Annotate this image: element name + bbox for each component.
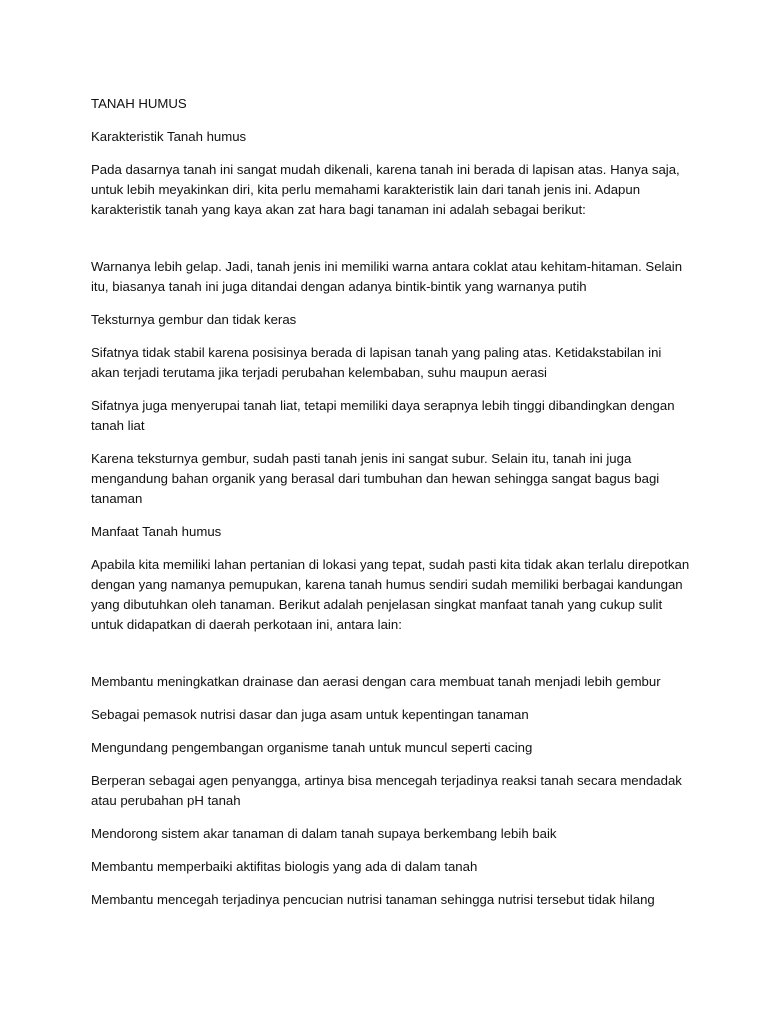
document-page (91, 94, 691, 923)
benefit-item: Sebagai pemasok nutrisi dasar dan juga asam untuk kepentingan tanaman (91, 707, 529, 722)
section-heading-karakteristik: Karakteristik Tanah humus (91, 129, 247, 144)
benefit-item: Membantu memperbaiki aktifitas biologis yang ada di dalam tanah (91, 859, 478, 874)
characteristic-item: Teksturnya gembur dan tidak keras (91, 312, 297, 327)
spacer (91, 648, 691, 672)
intro-paragraph-manfaat: Apabila kita memiliki lahan pertanian di lokasi yang tepat, sudah pasti kita tidak akan terlalu direpotkan dengan yang namanya pemupukan, karena tanah humus sendiri sudah memiliki berbagai kandungan yang dibutuhkan oleh tanaman. Berikut adalah penjelasan singkat manfaat tanah yang cukup sulit untuk didapatkan di daerah perkotaan ini, antara lain: (91, 557, 690, 632)
benefit-item: Mengundang pengembangan organisme tanah untuk muncul seperti cacing (91, 740, 533, 755)
benefit-item: Membantu meningkatkan drainase dan aerasi dengan cara membuat tanah menjadi lebih gembur (91, 674, 661, 689)
section-heading-manfaat: Manfaat Tanah humus (91, 524, 222, 539)
intro-paragraph-karakteristik: Pada dasarnya tanah ini sangat mudah dikenali, karena tanah ini berada di lapisan atas. Hanya saja, untuk lebih meyakinkan diri, kita perlu memahami karakteristik lain dari tanah jenis ini. Adapun karakteristik tanah yang kaya akan zat hara bagi tanaman ini adalah sebagai berikut: (91, 162, 680, 217)
benefit-item: Mendorong sistem akar tanaman di dalam tanah supaya berkembang lebih baik (91, 826, 557, 841)
characteristic-item: Karena teksturnya gembur, sudah pasti tanah jenis ini sangat subur. Selain itu, tanah ini juga mengandung bahan organik yang berasal dari tumbuhan dan hewan sehingga sangat bagus bagi tanaman (91, 451, 660, 506)
characteristic-item: Sifatnya juga menyerupai tanah liat, tetapi memiliki daya serapnya lebih tinggi dibandingkan dengan tanah liat (91, 398, 675, 433)
characteristic-item: Sifatnya tidak stabil karena posisinya berada di lapisan tanah yang paling atas. Ketidakstabilan ini akan terjadi terutama jika terjadi perubahan kelembaban, suhu maupun aerasi (91, 345, 662, 380)
spacer (91, 233, 691, 257)
characteristic-item: Warnanya lebih gelap. Jadi, tanah jenis ini memiliki warna antara coklat atau kehitam-hitaman. Selain itu, biasanya tanah ini juga ditandai dengan adanya bintik-bintik yang warnanya putih (91, 259, 683, 294)
document-title: TANAH HUMUS (91, 96, 187, 111)
benefit-item: Membantu mencegah terjadinya pencucian nutrisi tanaman sehingga nutrisi tersebut tidak hilang (91, 892, 655, 907)
benefit-item: Berperan sebagai agen penyangga, artinya bisa mencegah terjadinya reaksi tanah secara mendadak atau perubahan pH tanah (91, 773, 682, 808)
